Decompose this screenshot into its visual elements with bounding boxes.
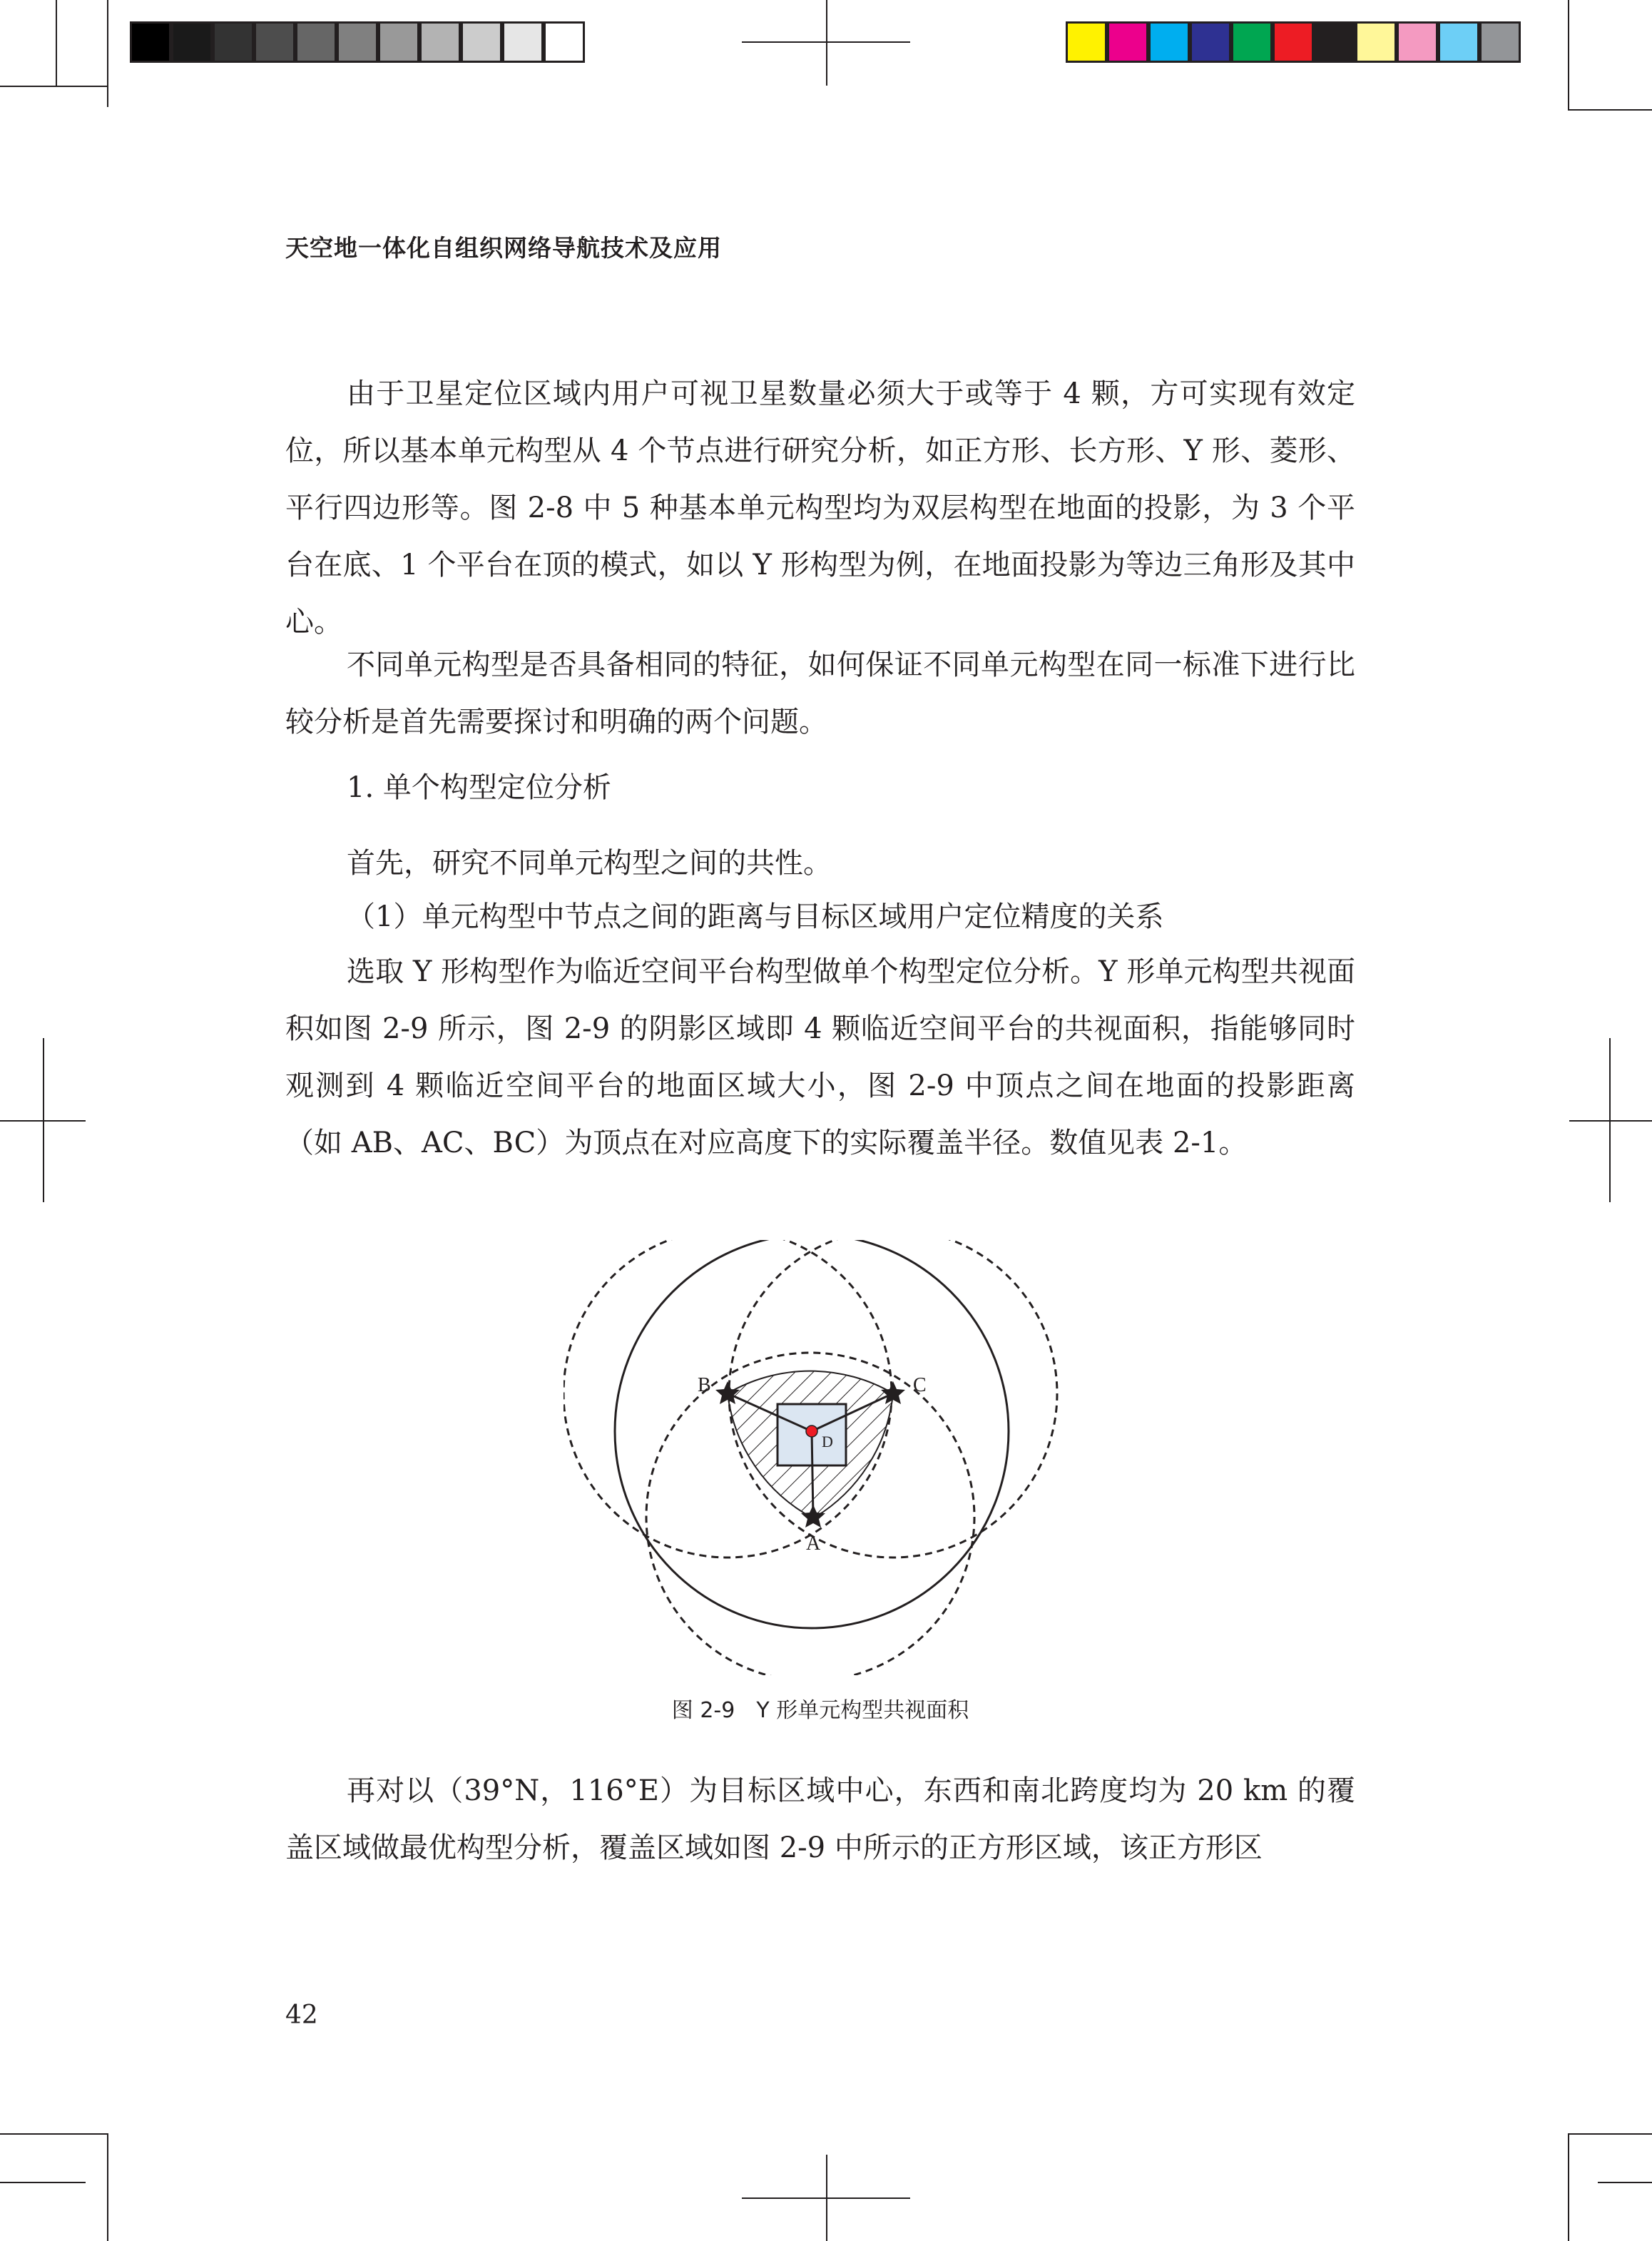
registration-mark	[742, 41, 910, 43]
calibration-swatch	[337, 21, 378, 63]
figure-caption: 图 2-9 Y 形单元构型共视面积	[671, 1698, 969, 1723]
crop-mark	[1568, 2133, 1569, 2241]
calibration-swatch	[1107, 21, 1148, 63]
crop-mark	[1568, 2133, 1652, 2135]
section-heading: 1. 单个构型定位分析	[347, 771, 611, 804]
crop-mark	[0, 2133, 107, 2135]
registration-mark	[826, 0, 827, 86]
y-configuration-figure	[564, 1240, 1070, 1675]
calibration-swatch	[254, 21, 295, 63]
calibration-swatch	[171, 21, 213, 63]
crop-mark	[0, 86, 107, 87]
label-b: B	[698, 1374, 711, 1396]
calibration-swatch	[213, 21, 254, 63]
calibration-swatch	[1190, 21, 1231, 63]
crop-mark	[107, 2133, 108, 2241]
crop-mark	[1568, 109, 1652, 111]
calibration-swatch	[544, 21, 585, 63]
calibration-swatch	[378, 21, 419, 63]
calibration-swatch	[1148, 21, 1190, 63]
running-head-title: 天空地一体化自组织网络导航技术及应用	[285, 234, 722, 262]
crop-mark	[1598, 2182, 1652, 2183]
body-paragraph-2: 不同单元构型是否具备相同的特征，如何保证不同单元构型在同一标准下进行比较分析是首先需要探讨和明确的两个问题。	[285, 649, 1355, 738]
calibration-swatch	[1066, 21, 1107, 63]
crop-mark	[0, 2182, 86, 2183]
registration-mark	[1609, 1038, 1611, 1202]
calibration-swatch	[461, 21, 502, 63]
body-paragraph-5: 选取 Y 形构型作为临近空间平台构型做单个构型定位分析。Y 形单元构型共视面积如图 2-9 所示，图 2-9 的阴影区域即 4 颗临近空间平台的共视面积，指能够同时观测到 4 颗临近空间平台的地面区域大小，图 2-9 中顶点之间在地面的投影距离（如 AB、AC、BC）为顶点在对应高度下的实际覆盖半径。数值见表 2-1。	[285, 955, 1355, 1159]
label-a: A	[806, 1533, 821, 1555]
calibration-swatch	[1397, 21, 1438, 63]
calibration-swatch	[1314, 21, 1355, 63]
page-number: 42	[285, 2001, 318, 2030]
calibration-swatch	[1273, 21, 1314, 63]
segment-a-d	[812, 1431, 813, 1517]
calibration-swatch	[1438, 21, 1479, 63]
crop-mark	[1568, 0, 1569, 111]
calibration-swatch	[295, 21, 337, 63]
registration-mark	[43, 1038, 44, 1202]
body-paragraph-3: 首先，研究不同单元构型之间的共性。	[347, 847, 832, 880]
center-point-d	[806, 1426, 817, 1437]
registration-mark	[1569, 1120, 1652, 1122]
subsection-heading: （1）单元构型中节点之间的距离与目标区域用户定位精度的关系	[347, 900, 1164, 933]
crop-mark	[107, 0, 108, 107]
registration-mark	[742, 2197, 910, 2199]
calibration-swatch	[1355, 21, 1397, 63]
body-paragraph-1: 由于卫星定位区域内用户可视卫星数量必须大于或等于 4 颗，方可实现有效定位，所以基本单元构型从 4 个节点进行研究分析，如正方形、长方形、Y 形、菱形、平行四边形等。图 2-8 中 5 种基本单元构型均为双层构型在地面的投影，为 3 个平台在底、1 个平台在顶的模式，如以 Y 形构型为例，在地面投影为等边三角形及其中心。	[285, 377, 1355, 639]
label-d: D	[822, 1433, 833, 1450]
body-paragraph-6: 再对以（39°N，116°E）为目标区域中心，东西和南北跨度均为 20 km 的覆盖区域做最优构型分析，覆盖区域如图 2-9 中所示的正方形区域，该正方形区	[285, 1774, 1355, 1864]
calibration-swatch	[1231, 21, 1273, 63]
calibration-swatch	[419, 21, 461, 63]
calibration-swatch	[1479, 21, 1521, 63]
calibration-swatch	[502, 21, 544, 63]
crop-mark	[56, 0, 57, 86]
calibration-swatch	[130, 21, 171, 63]
label-c: C	[913, 1374, 927, 1396]
